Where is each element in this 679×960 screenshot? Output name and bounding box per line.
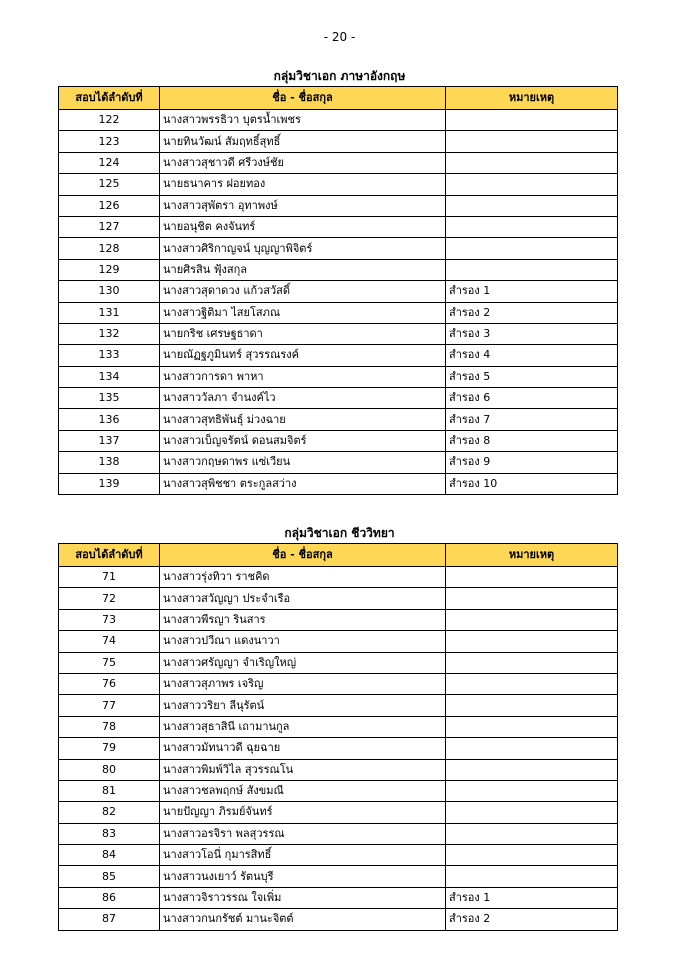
table-row bbox=[59, 302, 618, 323]
note-cell bbox=[446, 780, 618, 801]
rank-cell: 136 bbox=[59, 409, 160, 430]
rank-cell: 78 bbox=[59, 716, 160, 737]
note-cell: สำรอง 10 bbox=[446, 473, 618, 494]
table-row bbox=[59, 238, 618, 259]
note-cell bbox=[446, 588, 618, 609]
table-header-row bbox=[59, 87, 618, 110]
name-column-header: ชื่อ - ชื่อสกุล bbox=[160, 544, 446, 567]
name-cell: นางสาวฐิติมา ไสยโสภณ bbox=[160, 302, 446, 323]
table-row bbox=[59, 131, 618, 152]
name-cell: นางสาวสุชาวดี ศรีวงษ์ชัย bbox=[160, 152, 446, 173]
rank-cell: 131 bbox=[59, 302, 160, 323]
name-cell: นางสาวสุภาพร เจริญ bbox=[160, 673, 446, 694]
name-cell: นางสาวโอนี่ กุมารสิทธิ์ bbox=[160, 845, 446, 866]
name-cell: นายศิรสิน ฟุ้งสกุล bbox=[160, 259, 446, 280]
rank-column-header: สอบได้ลำดับที่ bbox=[59, 544, 160, 567]
name-cell: นางสาววัลภา จำนงค์ไว bbox=[160, 388, 446, 409]
name-cell: นางสาวชลพฤกษ์ สังขมณี bbox=[160, 780, 446, 801]
rank-cell: 75 bbox=[59, 652, 160, 673]
rank-cell: 84 bbox=[59, 845, 160, 866]
table-row bbox=[59, 345, 618, 366]
table-row bbox=[59, 695, 618, 716]
rank-cell: 137 bbox=[59, 430, 160, 451]
note-cell bbox=[446, 802, 618, 823]
rank-cell: 132 bbox=[59, 323, 160, 344]
name-cell: นางสาวศิริกาญจน์ บุญญาพิจิตร์ bbox=[160, 238, 446, 259]
note-cell: สำรอง 3 bbox=[446, 323, 618, 344]
note-cell bbox=[446, 131, 618, 152]
table-row bbox=[59, 588, 618, 609]
rank-cell: 81 bbox=[59, 780, 160, 801]
name-cell: นางสาวสวัญญา ประจำเรือ bbox=[160, 588, 446, 609]
rank-column-header: สอบได้ลำดับที่ bbox=[59, 87, 160, 110]
name-cell: นายธนาคาร ฝอยทอง bbox=[160, 174, 446, 195]
name-cell: นางสาวสุดาดวง แก้วสวัสดิ์ bbox=[160, 281, 446, 302]
table-row bbox=[59, 174, 618, 195]
rank-cell: 126 bbox=[59, 195, 160, 216]
name-cell: นางสาวศรัญญา จำเริญใหญ่ bbox=[160, 652, 446, 673]
table-row bbox=[59, 388, 618, 409]
rank-cell: 139 bbox=[59, 473, 160, 494]
table-row bbox=[59, 866, 618, 887]
rank-cell: 86 bbox=[59, 887, 160, 908]
name-cell: นางสาวสุทธิพันธุ์ ม่วงฉาย bbox=[160, 409, 446, 430]
rank-cell: 83 bbox=[59, 823, 160, 844]
note-cell bbox=[446, 238, 618, 259]
table-row bbox=[59, 673, 618, 694]
biology-major-table bbox=[58, 543, 618, 931]
table-row bbox=[59, 110, 618, 131]
note-column-header: หมายเหตุ bbox=[446, 87, 618, 110]
rank-cell: 72 bbox=[59, 588, 160, 609]
note-cell bbox=[446, 823, 618, 844]
table-row bbox=[59, 409, 618, 430]
rank-cell: 135 bbox=[59, 388, 160, 409]
note-cell bbox=[446, 673, 618, 694]
name-cell: นางสาวพีรญา รินสาร bbox=[160, 609, 446, 630]
name-cell: นายกริช เศรษฐธาดา bbox=[160, 323, 446, 344]
rank-cell: 124 bbox=[59, 152, 160, 173]
rank-cell: 134 bbox=[59, 366, 160, 387]
rank-cell: 129 bbox=[59, 259, 160, 280]
note-cell bbox=[446, 609, 618, 630]
name-cell: นายทินวัฒน์ สัมฤทธิ์สุทธิ์ bbox=[160, 131, 446, 152]
name-cell: นางสาวสุพัตรา อุทาพงษ์ bbox=[160, 195, 446, 216]
name-cell: นางสาวรุ่งทิวา ราชคิด bbox=[160, 567, 446, 588]
note-cell bbox=[446, 845, 618, 866]
rank-cell: 130 bbox=[59, 281, 160, 302]
note-cell bbox=[446, 695, 618, 716]
note-cell bbox=[446, 866, 618, 887]
note-cell: สำรอง 6 bbox=[446, 388, 618, 409]
rank-cell: 73 bbox=[59, 609, 160, 630]
note-cell bbox=[446, 567, 618, 588]
table-row bbox=[59, 216, 618, 237]
section-title-biology: กลุ่มวิชาเอก ชีววิทยา bbox=[284, 526, 395, 540]
rank-cell: 80 bbox=[59, 759, 160, 780]
table-row bbox=[59, 823, 618, 844]
note-cell bbox=[446, 759, 618, 780]
rank-cell: 128 bbox=[59, 238, 160, 259]
table-row bbox=[59, 452, 618, 473]
note-cell: สำรอง 2 bbox=[446, 302, 618, 323]
note-cell bbox=[446, 652, 618, 673]
note-cell: สำรอง 9 bbox=[446, 452, 618, 473]
note-column-header: หมายเหตุ bbox=[446, 544, 618, 567]
rank-cell: 138 bbox=[59, 452, 160, 473]
table-row bbox=[59, 567, 618, 588]
name-cell: นางสาวสุพิชชา ตระกูลสว่าง bbox=[160, 473, 446, 494]
name-cell: นางสาวกนกรัชต์ มานะจิตต์ bbox=[160, 909, 446, 930]
name-column-header: ชื่อ - ชื่อสกุล bbox=[160, 87, 446, 110]
rank-cell: 71 bbox=[59, 567, 160, 588]
table-row bbox=[59, 802, 618, 823]
rank-cell: 77 bbox=[59, 695, 160, 716]
name-cell: นายณัฏฐภูมินทร์ สุวรรณรงค์ bbox=[160, 345, 446, 366]
table-row bbox=[59, 473, 618, 494]
note-cell: สำรอง 5 bbox=[446, 366, 618, 387]
rank-cell: 122 bbox=[59, 110, 160, 131]
name-cell: นางสาวพรรธิวา บุตรน้ำเพชร bbox=[160, 110, 446, 131]
rank-cell: 74 bbox=[59, 631, 160, 652]
rank-cell: 127 bbox=[59, 216, 160, 237]
section-title-english: กลุ่มวิชาเอก ภาษาอังกฤษ bbox=[273, 69, 406, 83]
table-row bbox=[59, 631, 618, 652]
note-cell bbox=[446, 174, 618, 195]
table-row bbox=[59, 887, 618, 908]
name-cell: นายปัญญา ภิรมย์จันทร์ bbox=[160, 802, 446, 823]
name-cell: นางสาววริยา ลีนุรัตน์ bbox=[160, 695, 446, 716]
name-cell: นางสาวเบ็ญจรัตน์ ดอนสมจิตร์ bbox=[160, 430, 446, 451]
table-row bbox=[59, 738, 618, 759]
note-cell: สำรอง 1 bbox=[446, 281, 618, 302]
name-cell: นางสาวนงเยาว์ รัตนบุรี bbox=[160, 866, 446, 887]
rank-cell: 79 bbox=[59, 738, 160, 759]
table-row bbox=[59, 780, 618, 801]
note-cell bbox=[446, 738, 618, 759]
name-cell: นางสาวมัทนาวดี ฉุยฉาย bbox=[160, 738, 446, 759]
note-cell bbox=[446, 631, 618, 652]
name-cell: นายอนุชิต คงจันทร์ bbox=[160, 216, 446, 237]
table-row bbox=[59, 909, 618, 930]
table-row bbox=[59, 281, 618, 302]
table-row bbox=[59, 609, 618, 630]
rank-cell: 133 bbox=[59, 345, 160, 366]
note-cell bbox=[446, 716, 618, 737]
name-cell: นางสาวอรจิรา พลสุวรรณ bbox=[160, 823, 446, 844]
name-cell: นางสาวกฤษดาพร แซ่เวียน bbox=[160, 452, 446, 473]
table-row bbox=[59, 759, 618, 780]
english-major-table bbox=[58, 86, 618, 495]
rank-cell: 85 bbox=[59, 866, 160, 887]
table-row bbox=[59, 430, 618, 451]
rank-cell: 76 bbox=[59, 673, 160, 694]
table-row bbox=[59, 323, 618, 344]
table-row bbox=[59, 652, 618, 673]
note-cell bbox=[446, 195, 618, 216]
rank-cell: 87 bbox=[59, 909, 160, 930]
note-cell bbox=[446, 152, 618, 173]
table-row bbox=[59, 716, 618, 737]
table-row bbox=[59, 152, 618, 173]
table-row bbox=[59, 366, 618, 387]
note-cell: สำรอง 1 bbox=[446, 887, 618, 908]
table-row bbox=[59, 845, 618, 866]
name-cell: นางสาวพิมพ์วิไล สุวรรณโน bbox=[160, 759, 446, 780]
table-row bbox=[59, 259, 618, 280]
rank-cell: 123 bbox=[59, 131, 160, 152]
note-cell: สำรอง 2 bbox=[446, 909, 618, 930]
name-cell: นางสาวการดา พาหา bbox=[160, 366, 446, 387]
note-cell bbox=[446, 259, 618, 280]
rank-cell: 82 bbox=[59, 802, 160, 823]
note-cell bbox=[446, 216, 618, 237]
name-cell: นางสาวจิราวรรณ ใจเพิ่ม bbox=[160, 887, 446, 908]
page-number: - 20 - bbox=[323, 30, 356, 44]
note-cell: สำรอง 4 bbox=[446, 345, 618, 366]
name-cell: นางสาวปวีณา แดงนาวา bbox=[160, 631, 446, 652]
note-cell: สำรอง 7 bbox=[446, 409, 618, 430]
table-row bbox=[59, 195, 618, 216]
name-cell: นางสาวสุธาสินี เถามานกูล bbox=[160, 716, 446, 737]
table-header-row bbox=[59, 544, 618, 567]
rank-cell: 125 bbox=[59, 174, 160, 195]
note-cell: สำรอง 8 bbox=[446, 430, 618, 451]
note-cell bbox=[446, 110, 618, 131]
